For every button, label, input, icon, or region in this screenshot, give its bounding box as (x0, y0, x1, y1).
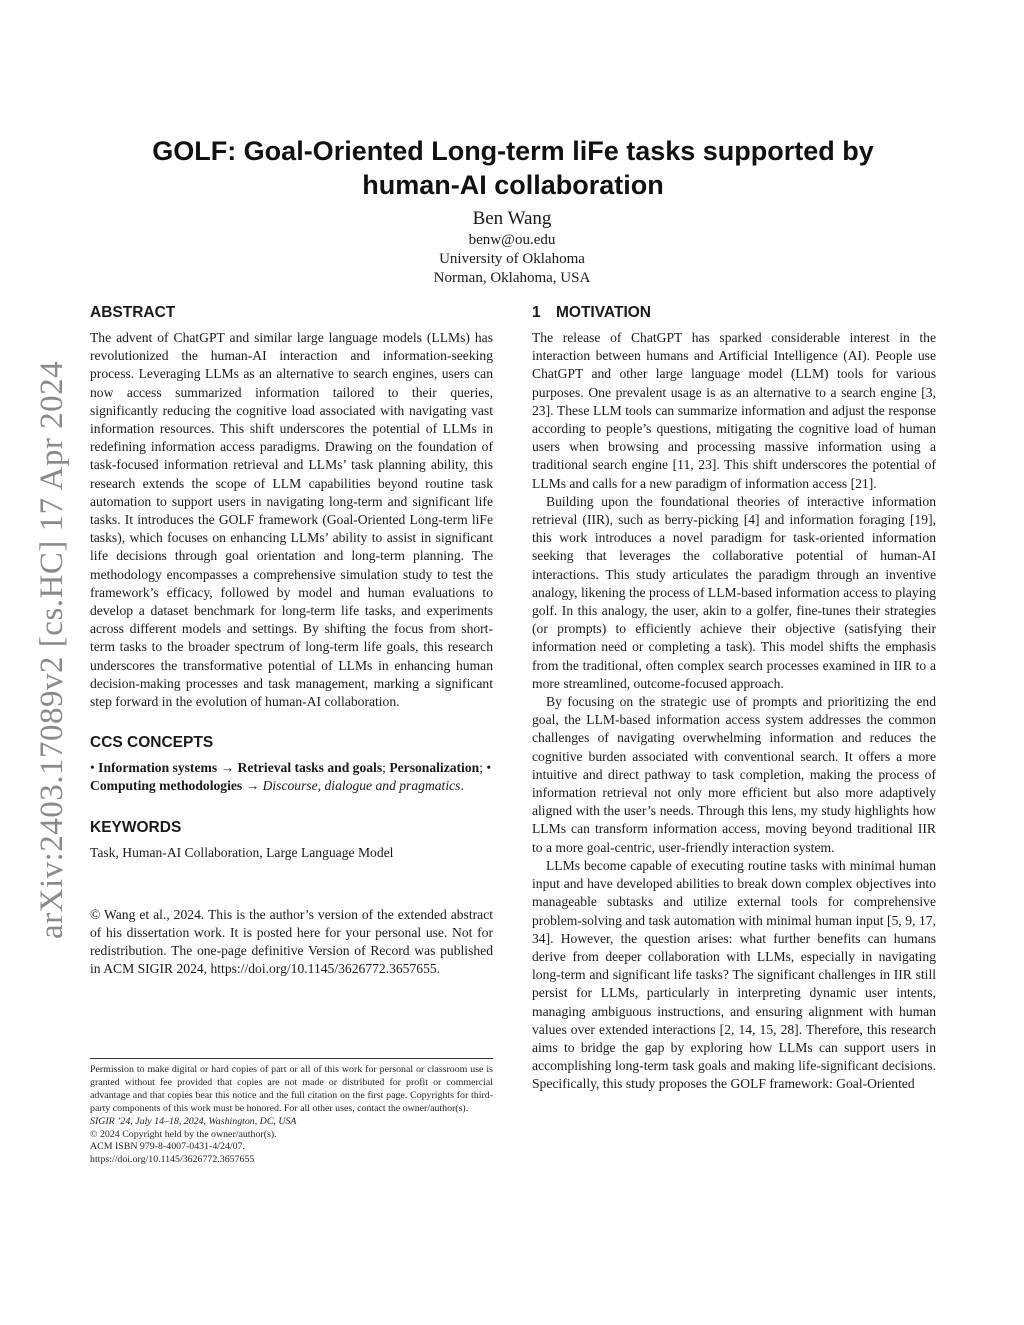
ccs-concepts-heading: CCS CONCEPTS (90, 734, 214, 752)
right-column (532, 303, 936, 1094)
motivation-paragraph: By focusing on the strategic use of prompts and prioritizing the end goal, the LLM-based information access system addresses the common challenges of navigating overwhelming information and reduces the cognitive burden associated with conventional search. It offers a more intuitive and direct pathway to task completion, making the process of information retrieval not only more efficient but also more adaptively aligned with the user’s needs. Through this lens, my study highlights how LLMs can transform information access, moving beyond traditional IIR to a more goal-centric, user-friendly interaction system. (532, 694, 936, 855)
conference-info: SIGIR ’24, July 14–18, 2024, Washington, DC, USA (90, 1115, 297, 1127)
motivation-heading: 1 MOTIVATION (532, 304, 651, 321)
copyright-line: © 2024 Copyright held by the owner/author(s). (90, 1128, 277, 1140)
motivation-paragraph: LLMs become capable of executing routine tasks with minimal human input and have developed abilities to break down complex objectives into manageable subtasks and utilize external tools for comprehensive problem-solving and task automation with minimal human input [5, 9, 17, 34]. However, the question arises: what further benefits can humans derive from deeper collaboration with LLMs, especially in navigating long-term and significant life tasks? The significant challenges in IIR still persist for LLMs, particularly in interpreting dynamic user intents, managing ambiguous instructions, and ensuring alignment with human values over extended interactions [2, 14, 15, 28]. Therefore, this research aims to bridge the gap by exploring how LLMs can support users in accomplishing long-term task goals and making life-significant decisions. Specifically, this study proposes the GOLF framework: Goal-Oriented (532, 857, 936, 1092)
permission-statement: Permission to make digital or hard copies of part or all of this work for personal or classroom use is granted without fee provided that copies are not made or distributed for profit or commercial advantage and that copies bear this notice and the full citation on the first page. Copyrights for third-party components of this work must be honored. For all other uses, contact the owner/author(s). (90, 1064, 493, 1114)
author-email: benw@ou.edu (468, 232, 556, 248)
author-affiliation: University of Oklahoma (439, 251, 585, 267)
ccs-term-information-systems: Information systems → Retrieval tasks and goals (98, 760, 383, 776)
isbn-line: ACM ISBN 979-8-4007-0431-4/24/07. (90, 1141, 245, 1153)
left-column (90, 303, 493, 979)
doi-link[interactable]: https://doi.org/10.1145/3626772.3657655 (90, 1154, 255, 1166)
motivation-paragraph: Building upon the foundational theories of interactive information retrieval (IIR), such as berry-picking [4] and information foraging [19], this work introduces a novel paradigm for task-oriented information seeking that leverages the collaborative potential of human-AI interactions. This study articulates the paradigm through an inventive analogy, likening the process of LLM-based information access to playing golf. In this analogy, the user, akin to a golfer, fine-tunes their strategies (or prompts) to efficiently achieve their objective (satisfying their information need or completing a task). This model shifts the emphasis from the traditional, often complex search processes examined in IIR to a more streamlined, outcome-focused approach. (532, 493, 936, 691)
author-block (312, 207, 712, 288)
keywords-text: Task, Human-AI Collaboration, Large Language Model (90, 844, 394, 860)
ccs-concepts-text: • Information systems → Retrieval tasks and goals; Personalization; • Computing methodologies → Discourse, dialogue and pragmatics. (90, 760, 492, 794)
ccs-term-computing-methodologies: Computing methodologies (90, 778, 243, 794)
abstract-heading: ABSTRACT (90, 304, 176, 321)
motivation-paragraph: The release of ChatGPT has sparked considerable interest in the interaction between humans and Artificial Intelligence (AI). People use ChatGPT and other large language model (LLM) tools for various purposes. One prevalent usage is as an alternative to a search engine [3, 23]. These LLM tools can summarize information and adjust the response according to people’s questions, mitigating the cognitive load of human users when browsing and processing massive information using a traditional search engine [11, 23]. This shift underscores the potential of LLMs and calls for a new paradigm of information access [21]. (532, 330, 936, 491)
paper-title: GOLF: Goal-Oriented Long-term liFe tasks supported by human-AI collaboration (152, 136, 874, 200)
author-location: Norman, Oklahoma, USA (433, 270, 591, 286)
abstract-text: The advent of ChatGPT and similar large language models (LLMs) has revolutionized the human-AI interaction and information-seeking process. Leveraging LLMs as an alternative to search engines, users can now access summarized information tailored to their queries, significantly reducing the cognitive load associated with navigating vast information resources. This shift underscores the potential of LLMs in redefining information access paradigms. Drawing on the foundation of task-focused information retrieval and LLMs’ task planning ability, this research extends the scope of LLM capabilities beyond routine task automation to support users in navigating long-term and significant life tasks. It introduces the GOLF framework (Goal-Oriented Long-term liFe tasks), which focuses on enhancing LLMs’ ability to assist in significant life decisions through goal orientation and long-term planning. The methodology encompasses a comprehensive simulation study to test the framework’s efficacy, followed by model and human evaluations to develop a dataset benchmark for long-term life tasks, and experiments across different models and settings. By shifting the focus from short-term tasks to the broader spectrum of long-term life goals, this research underscores the transformative potential of LLMs in enhancing human decision-making processes and task management, marking a significant step forward in the evolution of human-AI collaboration. (90, 330, 493, 710)
ccs-term-personalization: Personalization (389, 760, 480, 776)
author-name: Ben Wang (472, 208, 552, 229)
arxiv-identifier-stamp: arXiv:2403.17089v2 [cs.HC] 17 Apr 2024 (34, 360, 70, 940)
author-version-note: © Wang et al., 2024. This is the author’s version of the extended abstract of his dissertation work. It is posted here for your personal use. Not for redistribution. The one-page definitive Version of Record was published in ACM SIGIR 2024, https://doi.org/10.1145/3626772.3657655. (90, 906, 493, 977)
keywords-heading: KEYWORDS (90, 818, 182, 836)
section-number: 1 (532, 304, 541, 321)
permission-footnote (90, 1058, 493, 1167)
ccs-term-discourse: Discourse, dialogue and pragmatics (262, 778, 461, 794)
